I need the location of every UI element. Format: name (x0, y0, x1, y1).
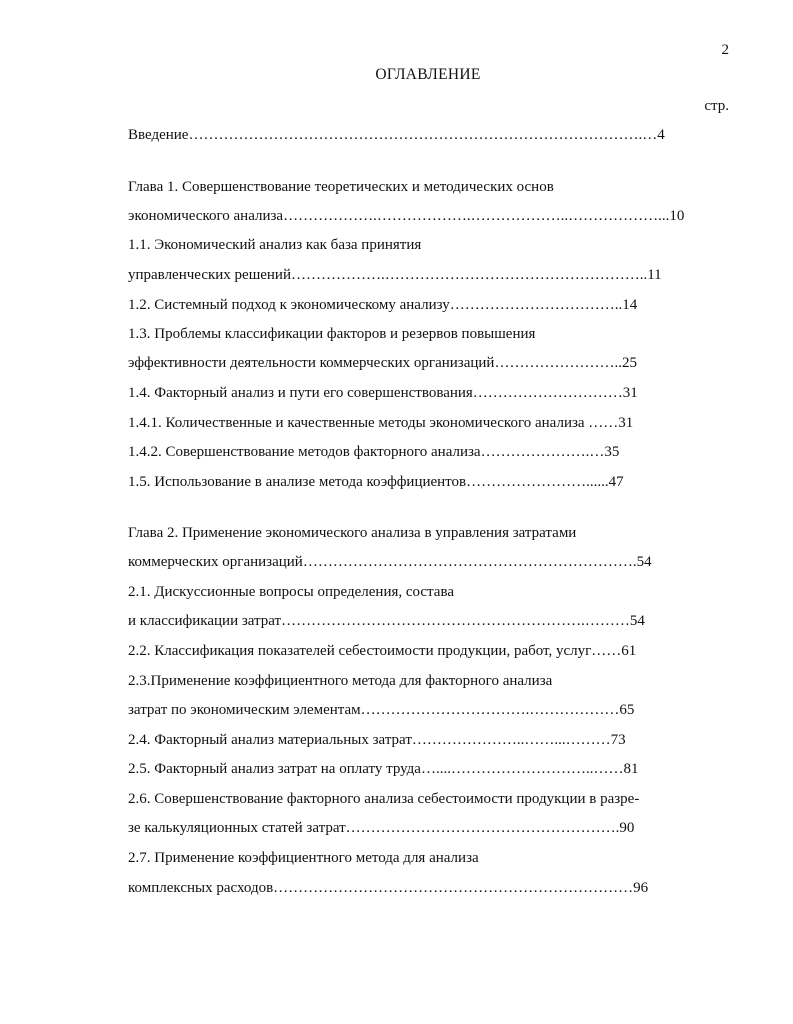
toc-2-1-line-2: и классификации затрат…………………………………………………….………54 (128, 613, 645, 629)
toc-1-1-line-2: управленческих решений……………….……………………………………………..11 (128, 267, 662, 283)
toc-1-4-1: 1.4.1. Количественные и качественные методы экономического анализа ……31 (128, 415, 634, 431)
toc-introduction: Введение……………………………………………………………………………….…4 (128, 127, 665, 143)
toc-1-3-line-2: эффективности деятельности коммерческих организаций……………………..25 (128, 355, 637, 371)
toc-2-5: 2.5. Факторный анализ затрат на оплату труда…....………………………..……81 (128, 761, 639, 777)
toc-2-7-line-1: 2.7. Применение коэффициентного метода для анализа (128, 850, 479, 866)
toc-2-1-line-1: 2.1. Дискуссионные вопросы определения, состава (128, 584, 454, 600)
page-column-label: стр. (704, 98, 729, 114)
toc-1-1-line-1: 1.1. Экономический анализ как база принятия (128, 237, 422, 253)
toc-2-4: 2.4. Факторный анализ материальных затрат…………………..……...………73 (128, 732, 626, 748)
toc-2-6-line-1: 2.6. Совершенствование факторного анализа себестоимости продукции в разре- (128, 791, 640, 807)
toc-1-2: 1.2. Системный подход к экономическому анализу……………………………..14 (128, 297, 638, 313)
toc-2-2: 2.2. Классификация показателей себестоимости продукции, работ, услуг……61 (128, 643, 637, 659)
toc-1-4: 1.4. Факторный анализ и пути его совершенствования…………………………31 (128, 385, 638, 401)
toc-1-4-2: 1.4.2. Совершенствование методов факторного анализа………………….…35 (128, 444, 620, 460)
toc-2-7-line-2: комплексных расходов………………………………………………………………96 (128, 880, 649, 896)
toc-1-3-line-1: 1.3. Проблемы классификации факторов и резервов повышения (128, 326, 536, 342)
page-title: ОГЛАВЛЕНИЕ (375, 66, 481, 83)
toc-2-3-line-2: затрат по экономическим элементам…………………………….………………65 (128, 702, 635, 718)
toc-chapter-1-line-1: Глава 1. Совершенствование теоретических и методических основ (128, 179, 554, 195)
toc-1-5: 1.5. Использование в анализе метода коэффициентов……………………......47 (128, 474, 624, 490)
toc-2-6-line-2: зе калькуляционных статей затрат……………………………………………….90 (128, 820, 635, 836)
toc-2-3-line-1: 2.3.Применение коэффициентного метода для факторного анализа (128, 673, 553, 689)
page-number: 2 (721, 42, 729, 58)
toc-chapter-1-line-2: экономического анализа……………….……………….………………..………………...10 (128, 208, 685, 224)
toc-chapter-2-line-2: коммерческих организаций………………………………………………………….54 (128, 554, 652, 570)
toc-chapter-2-line-1: Глава 2. Применение экономического анализа в управления затратами (128, 525, 577, 541)
